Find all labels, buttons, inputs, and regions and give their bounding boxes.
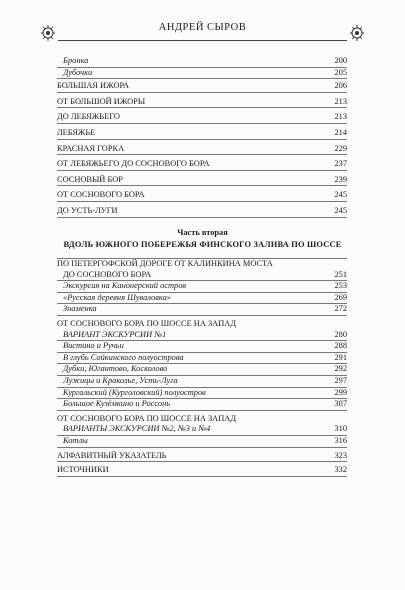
toc-entry[interactable]: ВАРИАНТЫ ЭКСКУРСИИ №2, №3 и №4 310	[57, 424, 347, 436]
part-two-heading	[0, 228, 405, 249]
toc-entry[interactable]: Экскурсия на Канонерский остров 253	[57, 281, 347, 293]
header-rule	[58, 40, 347, 41]
toc-entry[interactable]: Знаменка 272	[57, 304, 347, 316]
toc-entry[interactable]: ДО СОСНОВОГО БОРА 251	[57, 270, 347, 282]
part-label: Часть вторая	[177, 228, 228, 237]
toc-entry[interactable]: БОЛЬШАЯ ИЖОРА 206	[57, 81, 347, 93]
toc-entry[interactable]: Лужицы и Краколье, Усть-Луга 297	[57, 376, 347, 388]
toc-entry[interactable]: АЛФАВИТНЫЙ УКАЗАТЕЛЬ 323	[57, 451, 347, 463]
toc-entry[interactable]: Котлы 316	[57, 436, 347, 448]
toc-entry[interactable]: ОТ ЛЕБЯЖЬЕГО ДО СОСНОВОГО БОРА 237	[57, 159, 347, 171]
toc-part-two	[57, 258, 347, 477]
toc-entry[interactable]: Кургальский (Курголовский) полуостров 299	[57, 388, 347, 400]
running-title: АНДРЕЙ СЫРОВ	[158, 22, 247, 33]
toc-group-heading[interactable]: ОТ СОСНОВОГО БОРА ПО ШОССЕ НА ЗАПАД	[57, 318, 237, 328]
toc-entry[interactable]: Бронка 200	[57, 56, 347, 68]
toc-entry[interactable]: ИСТОЧНИКИ 332	[57, 465, 347, 477]
ornament-icon	[349, 24, 365, 42]
toc-group-heading[interactable]: ОТ СОСНОВОГО БОРА ПО ШОССЕ НА ЗАПАД	[57, 413, 237, 423]
toc-entry[interactable]: Дубки, Югантово, Косколово 292	[57, 364, 347, 376]
toc-entry[interactable]: СОСНОВЫЙ БОР 239	[57, 175, 347, 187]
running-header	[0, 20, 405, 46]
toc-entry[interactable]: В глубь Сойкинского полуострова 291	[57, 353, 347, 365]
toc-entry[interactable]: ЛЕБЯЖЬЕ 214	[57, 128, 347, 140]
toc-entry[interactable]: ОТ СОСНОВОГО БОРА 245	[57, 190, 347, 202]
toc-group-heading[interactable]: ПО ПЕТЕРГОФСКОЙ ДОРОГЕ ОТ КАЛИНКИНА МОСТА	[57, 259, 273, 268]
toc-entry[interactable]: Вистино и Ручьи 288	[57, 341, 347, 353]
part-title: ВДОЛЬ ЮЖНОГО ПОБЕРЕЖЬЯ ФИНСКОГО ЗАЛИВА ПО ШОССЕ	[63, 240, 342, 249]
toc-entry[interactable]: Большое Кузёмкино и Россонь 307	[57, 399, 347, 411]
toc-entry[interactable]: ОТ БОЛЬШОЙ ИЖОРЫ 213	[57, 97, 347, 109]
toc-entry[interactable]: Дубочки 205	[57, 68, 347, 80]
toc-entry[interactable]: ДО ЛЕБЯЖЬЕГО 213	[57, 112, 347, 124]
toc-entry[interactable]: ВАРИАНТ ЭКСКУРСИИ №1 280	[57, 330, 347, 342]
toc-entry[interactable]: КРАСНАЯ ГОРКА 229	[57, 144, 347, 156]
toc-entry[interactable]: «Русская деревня Шуваловка» 269	[57, 293, 347, 305]
toc-part-one	[57, 56, 347, 218]
toc-entry[interactable]: ДО УСТЬ-ЛУГИ 245	[57, 206, 347, 218]
